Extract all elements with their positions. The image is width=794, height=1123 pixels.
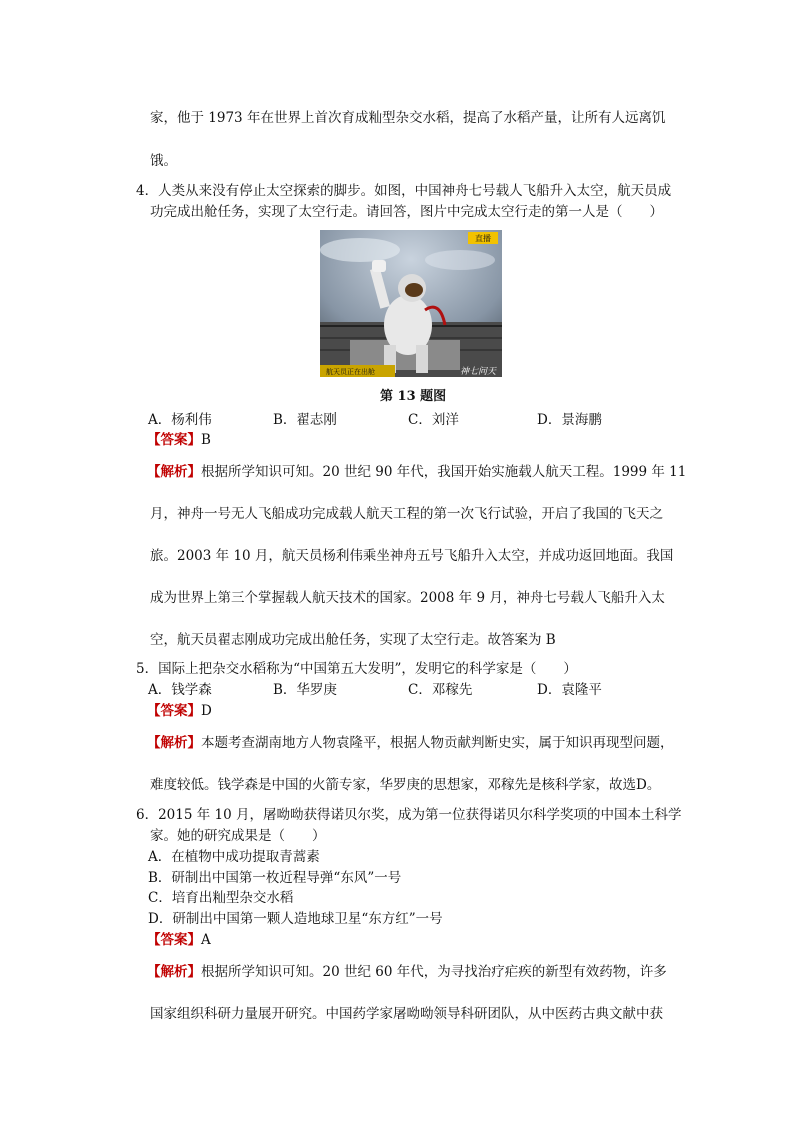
intro-line-2: 饿。 [150, 153, 177, 169]
q6-option-b: B．研制出中国第一枚近程导弹“东风”一号 [148, 870, 402, 886]
q4-stem-line-2: 功完成出舱任务，实现了太空行走。请回答，图片中完成太空行走的第一人是（ ） [150, 204, 663, 220]
q6-option-a: A．在植物中成功提取青蒿素 [148, 849, 320, 865]
q5-option-c: C．邓稼先 [408, 682, 473, 698]
q6-answer [147, 931, 211, 949]
q6-analysis-line-2: 国家组织科研力量展开研究。中国药学家屠呦呦领导科研团队，从中医药古典文献中获 [150, 1006, 663, 1022]
q4-option-b: B．翟志刚 [273, 412, 337, 428]
live-badge: 直播 [475, 234, 491, 243]
q5-answer [147, 702, 212, 720]
photo-logo-text: 神七问天 [460, 367, 497, 377]
figure-caption: 第 13 题图 [380, 389, 447, 404]
answer-tag: 【答案】 [147, 932, 201, 948]
analysis-text: 根据所学知识可知。20 世纪 90 年代，我国开始实施载人航天工程。1999 年 11 [201, 464, 687, 480]
analysis-text: 根据所学知识可知。20 世纪 60 年代，为寻找治疗疟疾的新型有效药物，许多 [201, 964, 667, 980]
q6-option-c: C．培育出籼型杂交水稻 [148, 890, 294, 906]
q6-stem-line-1: 6．2015 年 10 月，屠呦呦获得诺贝尔奖，成为第一位获得诺贝尔科学奖项的中国本土科学 [136, 807, 682, 823]
answer-value: B [201, 432, 211, 448]
q4-analysis-line-1 [147, 463, 686, 481]
q5-stem-line-1: 5．国际上把杂交水稻称为“中国第五大发明”，发明它的科学家是（ ） [136, 661, 577, 677]
q4-option-d: D．景海鹏 [537, 412, 602, 428]
q6-option-d: D．研制出中国第一颗人造地球卫星“东方红”一号 [148, 911, 443, 927]
intro-line-1: 家，他于 1973 年在世界上首次育成籼型杂交水稻，提高了水稻产量，让所有人远离饥 [150, 110, 666, 126]
answer-value: D [201, 703, 212, 719]
q4-option-c: C．刘洋 [408, 412, 459, 428]
q4-stem-line-1: 4．人类从来没有停止太空探索的脚步。如图，中国神舟七号载人飞船升入太空，航天员成 [136, 183, 672, 199]
answer-tag: 【答案】 [147, 432, 201, 448]
analysis-tag: 【解析】 [147, 735, 201, 751]
q4-analysis-line-3: 旅。2003 年 10 月，航天员杨利伟乘坐神舟五号飞船升入太空，并成功返回地面。我国 [150, 548, 674, 564]
q5-option-a: A．钱学森 [148, 682, 212, 698]
analysis-tag: 【解析】 [147, 964, 201, 980]
q5-analysis-line-1 [147, 734, 674, 752]
q4-option-a: A．杨利伟 [148, 412, 212, 428]
answer-value: A [201, 932, 211, 948]
q5-analysis-line-2: 难度较低。钱学森是中国的火箭专家，华罗庚的思想家，邓稼先是核科学家，故选D。 [150, 777, 661, 793]
q6-analysis-line-1 [147, 963, 667, 981]
q5-option-b: B．华罗庚 [273, 682, 337, 698]
analysis-tag: 【解析】 [147, 464, 201, 480]
answer-tag: 【答案】 [147, 703, 201, 719]
q4-analysis-line-5: 空，航天员翟志刚成功完成出舱任务，实现了太空行走。故答案为 B [150, 632, 556, 648]
q6-stem-line-2: 家。她的研究成果是（ ） [150, 828, 326, 844]
q4-analysis-line-4: 成为世界上第三个掌握载人航天技术的国家。2008 年 9 月，神舟七号载人飞船升入太 [150, 590, 665, 606]
spacewalk-photo [320, 230, 502, 377]
photo-caption-left: 航天员正在出舱 [326, 368, 375, 376]
analysis-text: 本题考查湖南地方人物袁隆平，根据人物贡献判断史实，属于知识再现型问题， [201, 735, 674, 751]
spacewalk-illustration [320, 230, 502, 377]
q4-answer [147, 431, 211, 449]
q5-option-d: D．袁隆平 [537, 682, 602, 698]
q4-analysis-line-2: 月，神舟一号无人飞船成功完成载人航天工程的第一次飞行试验，开启了我国的飞天之 [150, 506, 663, 522]
